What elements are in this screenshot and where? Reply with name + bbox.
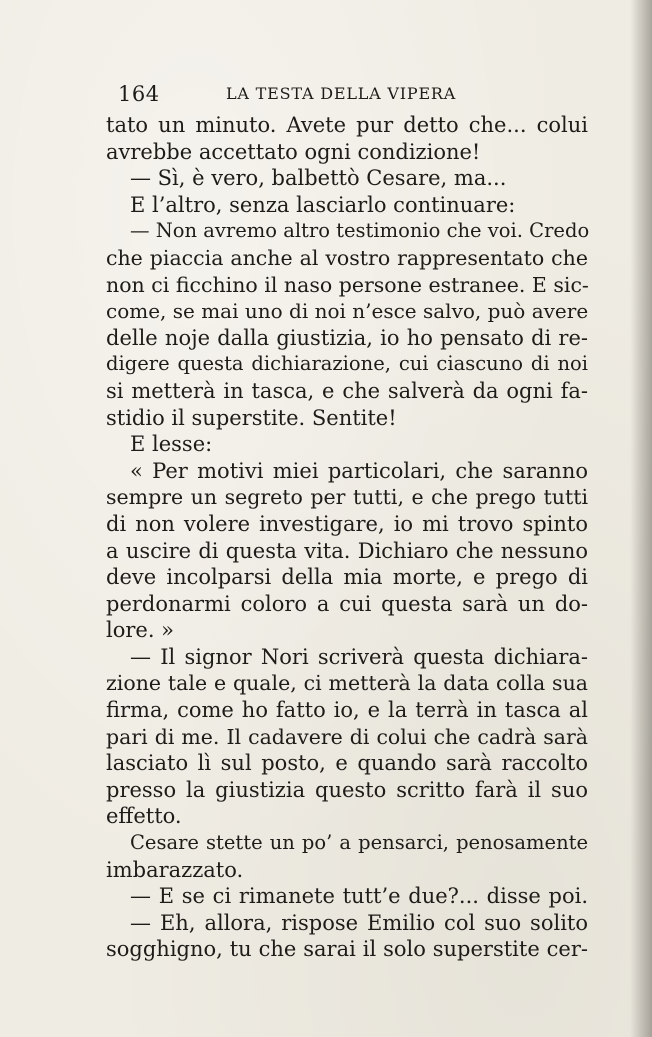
text-line: presso la giustizia questo scritto farà il suo xyxy=(106,777,588,802)
text-line: sempre un segreto per tutti, e che prego tutti xyxy=(106,485,588,510)
text-line: pari di me. Il cadavere di colui che cadrà sarà xyxy=(106,724,588,749)
running-header xyxy=(118,82,478,108)
text-line: E lesse: xyxy=(130,432,213,457)
text-line: stidio il superstite. Sentite! xyxy=(106,405,397,430)
text-line: non ci ficchino il naso persone estranee. E sic- xyxy=(106,272,589,297)
text-line: — E se ci rimanete tutt’e due?... disse poi. xyxy=(130,884,588,909)
text-line: si metterà in tasca, e che salverà da ogni fa- xyxy=(106,378,588,403)
text-line: deve incolparsi della mia morte, e prego di xyxy=(106,565,588,590)
text-line: sogghigno, tu che sarai il solo superstite cer- xyxy=(106,937,588,962)
text-line: di non volere investigare, io mi trovo spinto xyxy=(106,511,588,536)
text-line: E l’altro, senza lasciarlo continuare: xyxy=(130,192,516,217)
text-line: — Non avremo altro testimonio che voi. Credo xyxy=(130,219,590,243)
text-line: — Sì, è vero, balbettò Cesare, ma... xyxy=(130,166,507,191)
text-line: — Il signor Nori scriverà questa dichiara- xyxy=(130,644,588,669)
text-line: a uscire di questa vita. Dichiaro che nessuno xyxy=(106,538,588,563)
page-gutter-shadow xyxy=(630,0,652,1037)
text-line: firma, come ho fatto io, e la terrà in tasca al xyxy=(106,698,588,723)
text-line: lasciato lì sul posto, e quando sarà raccolto xyxy=(106,751,588,776)
text-line: che piaccia anche al vostro rappresentato che xyxy=(106,245,588,270)
text-line: « Per motivi miei particolari, che saranno xyxy=(130,458,588,483)
text-line: come, se mai uno di noi n’esce salvo, può avere xyxy=(106,299,589,324)
body-text xyxy=(106,112,588,963)
text-line: tato un minuto. Avete pur detto che... colui xyxy=(106,113,588,137)
page-number: 164 xyxy=(118,82,160,106)
text-line: effetto. xyxy=(106,804,182,829)
text-line: perdonarmi coloro a cui questa sarà un do- xyxy=(106,591,588,616)
text-line: imbarazzato. xyxy=(106,857,244,882)
text-line: — Eh, allora, rispose Emilio col suo solito xyxy=(130,910,588,935)
text-line: Cesare stette un po’ a pensarci, penosamente xyxy=(130,831,588,855)
running-title: LA TESTA DELLA VIPERA xyxy=(226,84,457,103)
text-line: digere questa dichiarazione, cui ciascuno di noi xyxy=(106,352,588,376)
text-line: avrebbe accettato ogni condizione! xyxy=(106,139,481,164)
text-line: zione tale e quale, ci metterà la data colla sua xyxy=(106,671,588,696)
text-line: lore. » xyxy=(106,618,175,643)
text-line: delle noje dalla giustizia, io ho pensato di re- xyxy=(106,325,588,350)
